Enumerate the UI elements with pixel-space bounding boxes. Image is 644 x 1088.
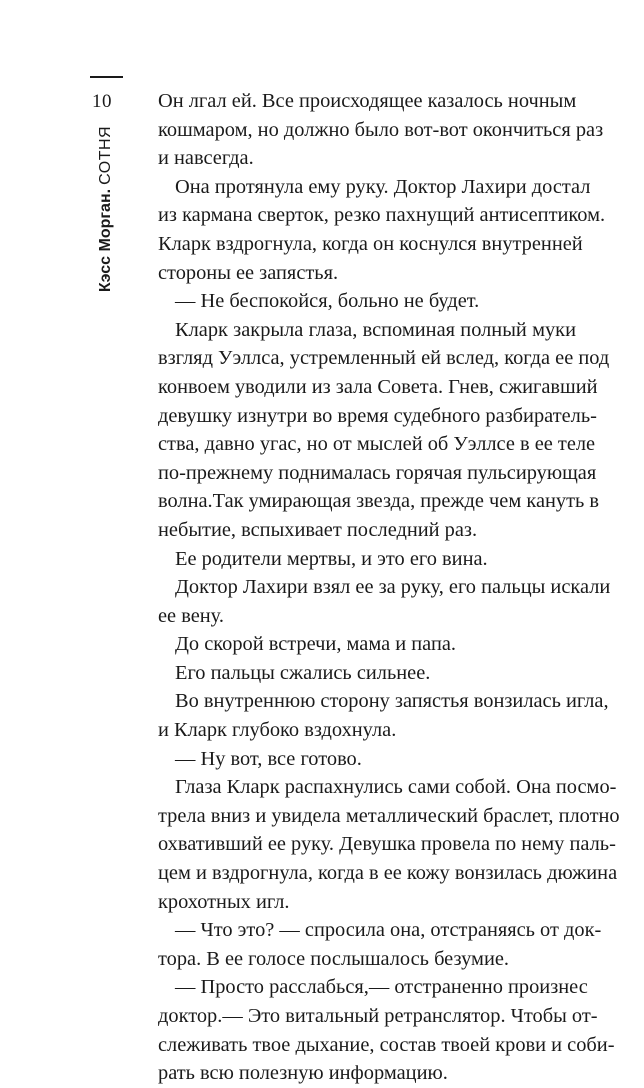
text-line: охвативший ее руку. Девушка провела по нему паль-	[158, 833, 616, 856]
text-line: Во внутреннюю сторону запястья вонзилась игла,	[175, 690, 609, 713]
text-line: — Просто расслабься,— отстраненно произнес	[175, 976, 588, 999]
text-line: Глаза Кларк распахнулись сами собой. Она посмо-	[175, 776, 617, 799]
text-line: Кларк закрыла глаза, вспоминая полный муки	[175, 318, 576, 341]
page-number: 10	[92, 91, 112, 112]
text-line: — Ну вот, все готово.	[175, 747, 362, 770]
text-line: стороны ее запястья.	[158, 261, 339, 284]
text-line: рать всю полезную информацию.	[158, 1062, 448, 1085]
text-line: девушку изнутри во время судебного разбиратель-	[158, 404, 597, 427]
running-head-book-title: СОТНЯ	[97, 125, 114, 185]
text-line: Она протянула ему руку. Доктор Лахири достал	[175, 175, 591, 198]
text-line: волна.Так умирающая звезда, прежде чем кануть в	[158, 490, 600, 513]
text-line: конвоем уводили из зала Совета. Гнев, сжигавший	[158, 375, 598, 398]
running-head-author: Кэсс Морган.	[97, 188, 114, 293]
text-line: — Что это? — спросила она, отстраняясь от док-	[175, 919, 602, 942]
text-line: слеживать твое дыхание, состав твоей крови и соби-	[158, 1033, 615, 1056]
text-line: тора. В ее голосе послышалось безумие.	[158, 947, 510, 970]
text-line: Доктор Лахири взял ее за руку, его пальцы искали	[175, 576, 611, 599]
text-line: и Кларк глубоко вздохнула.	[158, 719, 397, 742]
text-line: Его пальцы сжались сильнее.	[175, 661, 431, 684]
text-line: Кларк вздрогнула, когда он коснулся внутренней	[158, 232, 583, 255]
text-line: из кармана сверток, резко пахнущий антисептиком.	[158, 204, 606, 227]
text-line: До скорой встречи, мама и папа.	[175, 633, 457, 656]
text-line: кошмаром, но должно было вот-вот окончиться раз	[158, 118, 604, 141]
text-line: взгляд Уэллса, устремленный ей вслед, когда ее под	[158, 347, 610, 370]
text-line: ства, давно угас, но от мыслей об Уэллсе в ее теле	[158, 433, 596, 456]
text-line: небытие, вспыхивает последний раз.	[158, 518, 478, 541]
text-line: цем и вздрогнула, когда в ее кожу вонзилась дюжина	[158, 862, 618, 885]
text-line: по-прежнему поднималась горячая пульсирующая	[158, 461, 597, 484]
text-line: доктор.— Это витальный ретранслятор. Чтобы от-	[158, 1005, 598, 1027]
text-line: Он лгал ей. Все происходящее казалось ночным	[158, 90, 577, 112]
body-text	[158, 87, 620, 1088]
text-line: Ее родители мертвы, и это его вина.	[175, 547, 488, 570]
text-line: крохотных игл.	[158, 890, 290, 913]
text-line: ее вену.	[158, 604, 224, 627]
header-rule	[90, 76, 123, 78]
text-line: — Не беспокойся, больно не будет.	[175, 290, 480, 313]
text-line: и навсегда.	[158, 147, 254, 170]
running-head	[96, 126, 116, 292]
text-line: трела вниз и увидела металлический браслет, плотно	[158, 804, 620, 827]
